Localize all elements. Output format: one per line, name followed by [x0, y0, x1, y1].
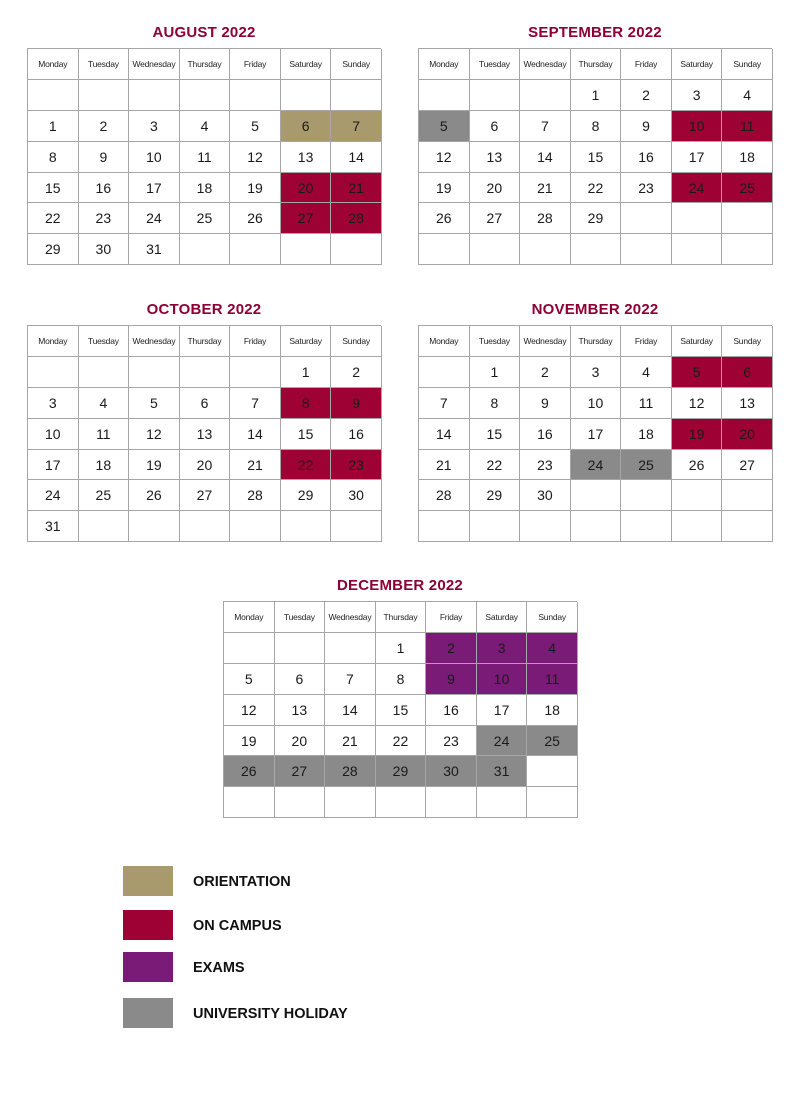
empty-cell [224, 787, 275, 818]
day-cell: 27 [722, 450, 773, 481]
day-cell: 23 [79, 203, 130, 234]
empty-cell [520, 234, 571, 265]
day-cell: 28 [230, 480, 281, 511]
calendar-september [418, 24, 772, 265]
month-grid [418, 48, 772, 265]
day-cell: 2 [331, 357, 382, 388]
empty-cell [79, 357, 130, 388]
day-cell: 4 [79, 388, 130, 419]
day-cell: 22 [281, 450, 332, 481]
day-cell: 24 [571, 450, 622, 481]
day-cell: 2 [621, 80, 672, 111]
day-cell: 9 [331, 388, 382, 419]
day-cell: 28 [325, 756, 376, 787]
day-cell: 16 [520, 419, 571, 450]
weekday-header: Saturday [281, 326, 332, 357]
weekday-header: Sunday [527, 602, 578, 633]
weekday-header: Monday [419, 326, 470, 357]
weekday-header: Monday [28, 326, 79, 357]
legend-swatch-on-campus [123, 910, 173, 940]
day-cell: 25 [621, 450, 672, 481]
month-grid [27, 325, 381, 542]
day-cell: 19 [419, 173, 470, 204]
day-cell: 18 [722, 142, 773, 173]
month-grid [223, 601, 577, 818]
empty-cell [275, 787, 326, 818]
weekday-header: Friday [621, 49, 672, 80]
day-cell: 8 [28, 142, 79, 173]
weekday-header: Wednesday [325, 602, 376, 633]
empty-cell [331, 80, 382, 111]
empty-cell [470, 511, 521, 542]
weekday-header: Tuesday [79, 326, 130, 357]
empty-cell [621, 480, 672, 511]
day-cell: 9 [621, 111, 672, 142]
day-cell: 21 [419, 450, 470, 481]
empty-cell [621, 234, 672, 265]
empty-cell [470, 80, 521, 111]
day-cell: 28 [419, 480, 470, 511]
day-cell: 21 [331, 173, 382, 204]
day-cell: 9 [520, 388, 571, 419]
day-cell: 15 [571, 142, 622, 173]
day-cell: 4 [180, 111, 231, 142]
weekday-header: Monday [419, 49, 470, 80]
day-cell: 17 [571, 419, 622, 450]
day-cell: 27 [275, 756, 326, 787]
day-cell: 17 [129, 173, 180, 204]
legend-item-exams [123, 952, 523, 982]
day-cell: 12 [129, 419, 180, 450]
empty-cell [281, 80, 332, 111]
empty-cell [230, 511, 281, 542]
weekday-header: Saturday [477, 602, 528, 633]
day-cell: 13 [470, 142, 521, 173]
legend-label: UNIVERSITY HOLIDAY [193, 1006, 348, 1022]
empty-cell [230, 234, 281, 265]
legend-label: EXAMS [193, 960, 245, 976]
calendar-november [418, 301, 772, 542]
empty-cell [527, 787, 578, 818]
day-cell: 24 [477, 726, 528, 757]
day-cell: 6 [722, 357, 773, 388]
day-cell: 17 [672, 142, 723, 173]
day-cell: 6 [180, 388, 231, 419]
day-cell: 26 [672, 450, 723, 481]
day-cell: 19 [129, 450, 180, 481]
day-cell: 24 [672, 173, 723, 204]
day-cell: 29 [571, 203, 622, 234]
weekday-header: Tuesday [470, 326, 521, 357]
day-cell: 23 [331, 450, 382, 481]
legend-swatch-orientation [123, 866, 173, 896]
day-cell: 11 [527, 664, 578, 695]
empty-cell [672, 203, 723, 234]
day-cell: 17 [477, 695, 528, 726]
day-cell: 25 [180, 203, 231, 234]
weekday-header: Sunday [331, 49, 382, 80]
empty-cell [28, 80, 79, 111]
empty-cell [571, 480, 622, 511]
weekday-header: Tuesday [79, 49, 130, 80]
day-cell: 8 [376, 664, 427, 695]
day-cell: 1 [28, 111, 79, 142]
legend-item-on-campus [123, 910, 523, 940]
weekday-header: Friday [426, 602, 477, 633]
weekday-header: Monday [28, 49, 79, 80]
weekday-header: Tuesday [470, 49, 521, 80]
empty-cell [180, 80, 231, 111]
empty-cell [129, 511, 180, 542]
empty-cell [180, 234, 231, 265]
day-cell: 31 [28, 511, 79, 542]
legend-label: ORIENTATION [193, 874, 291, 890]
weekday-header: Sunday [722, 49, 773, 80]
empty-cell [224, 633, 275, 664]
day-cell: 30 [79, 234, 130, 265]
weekday-header: Saturday [672, 49, 723, 80]
day-cell: 3 [672, 80, 723, 111]
day-cell: 14 [331, 142, 382, 173]
day-cell: 5 [224, 664, 275, 695]
calendar-december [223, 577, 577, 818]
weekday-header: Wednesday [520, 49, 571, 80]
day-cell: 8 [571, 111, 622, 142]
day-cell: 31 [129, 234, 180, 265]
day-cell: 13 [281, 142, 332, 173]
empty-cell [376, 787, 427, 818]
day-cell: 5 [129, 388, 180, 419]
day-cell: 9 [426, 664, 477, 695]
legend-label: ON CAMPUS [193, 918, 282, 934]
weekday-header: Monday [224, 602, 275, 633]
day-cell: 17 [28, 450, 79, 481]
day-cell: 11 [79, 419, 130, 450]
day-cell: 22 [470, 450, 521, 481]
weekday-header: Friday [230, 49, 281, 80]
day-cell: 23 [426, 726, 477, 757]
empty-cell [470, 234, 521, 265]
month-grid [27, 48, 381, 265]
empty-cell [722, 234, 773, 265]
day-cell: 20 [281, 173, 332, 204]
day-cell: 3 [477, 633, 528, 664]
day-cell: 7 [331, 111, 382, 142]
day-cell: 18 [79, 450, 130, 481]
empty-cell [331, 511, 382, 542]
empty-cell [79, 80, 130, 111]
empty-cell [722, 203, 773, 234]
day-cell: 25 [79, 480, 130, 511]
day-cell: 2 [79, 111, 130, 142]
day-cell: 12 [419, 142, 470, 173]
month-title: AUGUST 2022 [152, 24, 256, 41]
day-cell: 14 [419, 419, 470, 450]
day-cell: 18 [180, 173, 231, 204]
day-cell: 10 [28, 419, 79, 450]
weekday-header: Saturday [281, 49, 332, 80]
day-cell: 29 [376, 756, 427, 787]
month-title: NOVEMBER 2022 [531, 301, 659, 318]
day-cell: 10 [571, 388, 622, 419]
day-cell: 1 [376, 633, 427, 664]
empty-cell [419, 234, 470, 265]
empty-cell [672, 480, 723, 511]
day-cell: 18 [621, 419, 672, 450]
day-cell: 20 [722, 419, 773, 450]
weekday-header: Friday [621, 326, 672, 357]
day-cell: 11 [722, 111, 773, 142]
day-cell: 13 [275, 695, 326, 726]
empty-cell [672, 511, 723, 542]
day-cell: 7 [325, 664, 376, 695]
day-cell: 20 [470, 173, 521, 204]
day-cell: 2 [426, 633, 477, 664]
day-cell: 22 [28, 203, 79, 234]
day-cell: 26 [419, 203, 470, 234]
day-cell: 16 [79, 173, 130, 204]
weekday-header: Saturday [672, 326, 723, 357]
weekday-header: Thursday [180, 326, 231, 357]
day-cell: 19 [224, 726, 275, 757]
empty-cell [325, 633, 376, 664]
empty-cell [520, 80, 571, 111]
day-cell: 15 [28, 173, 79, 204]
empty-cell [281, 234, 332, 265]
weekday-header: Friday [230, 326, 281, 357]
weekday-header: Tuesday [275, 602, 326, 633]
day-cell: 5 [419, 111, 470, 142]
day-cell: 10 [129, 142, 180, 173]
day-cell: 20 [275, 726, 326, 757]
month-title: OCTOBER 2022 [146, 301, 262, 318]
empty-cell [426, 787, 477, 818]
empty-cell [722, 511, 773, 542]
day-cell: 31 [477, 756, 528, 787]
day-cell: 13 [180, 419, 231, 450]
empty-cell [722, 480, 773, 511]
empty-cell [331, 234, 382, 265]
day-cell: 19 [230, 173, 281, 204]
weekday-header: Thursday [376, 602, 427, 633]
day-cell: 4 [527, 633, 578, 664]
day-cell: 2 [520, 357, 571, 388]
empty-cell [79, 511, 130, 542]
day-cell: 21 [230, 450, 281, 481]
day-cell: 27 [180, 480, 231, 511]
legend-swatch-university-holiday [123, 998, 173, 1028]
month-title: DECEMBER 2022 [337, 577, 463, 594]
weekday-header: Sunday [722, 326, 773, 357]
day-cell: 11 [621, 388, 672, 419]
day-cell: 26 [230, 203, 281, 234]
weekday-header: Thursday [571, 49, 622, 80]
day-cell: 24 [129, 203, 180, 234]
empty-cell [527, 756, 578, 787]
legend-item-university-holiday [123, 998, 523, 1028]
day-cell: 26 [224, 756, 275, 787]
day-cell: 18 [527, 695, 578, 726]
empty-cell [129, 80, 180, 111]
empty-cell [621, 203, 672, 234]
day-cell: 23 [621, 173, 672, 204]
month-grid [418, 325, 772, 542]
day-cell: 3 [28, 388, 79, 419]
empty-cell [230, 357, 281, 388]
weekday-header: Thursday [180, 49, 231, 80]
day-cell: 14 [520, 142, 571, 173]
day-cell: 11 [180, 142, 231, 173]
day-cell: 20 [180, 450, 231, 481]
weekday-header: Wednesday [520, 326, 571, 357]
day-cell: 1 [571, 80, 622, 111]
empty-cell [419, 511, 470, 542]
day-cell: 10 [672, 111, 723, 142]
empty-cell [180, 511, 231, 542]
day-cell: 12 [224, 695, 275, 726]
day-cell: 6 [281, 111, 332, 142]
day-cell: 7 [520, 111, 571, 142]
day-cell: 12 [230, 142, 281, 173]
day-cell: 14 [230, 419, 281, 450]
empty-cell [28, 357, 79, 388]
empty-cell [520, 511, 571, 542]
day-cell: 6 [275, 664, 326, 695]
day-cell: 1 [470, 357, 521, 388]
day-cell: 15 [376, 695, 427, 726]
empty-cell [230, 80, 281, 111]
day-cell: 7 [419, 388, 470, 419]
weekday-header: Thursday [571, 326, 622, 357]
day-cell: 28 [520, 203, 571, 234]
weekday-header: Wednesday [129, 326, 180, 357]
day-cell: 29 [28, 234, 79, 265]
day-cell: 15 [281, 419, 332, 450]
legend-item-orientation [123, 866, 523, 896]
day-cell: 7 [230, 388, 281, 419]
day-cell: 10 [477, 664, 528, 695]
day-cell: 5 [230, 111, 281, 142]
day-cell: 9 [79, 142, 130, 173]
weekday-header: Wednesday [129, 49, 180, 80]
day-cell: 22 [571, 173, 622, 204]
day-cell: 21 [520, 173, 571, 204]
day-cell: 14 [325, 695, 376, 726]
day-cell: 6 [470, 111, 521, 142]
day-cell: 15 [470, 419, 521, 450]
empty-cell [281, 511, 332, 542]
day-cell: 23 [520, 450, 571, 481]
day-cell: 16 [331, 419, 382, 450]
day-cell: 29 [281, 480, 332, 511]
day-cell: 30 [520, 480, 571, 511]
empty-cell [621, 511, 672, 542]
empty-cell [672, 234, 723, 265]
day-cell: 13 [722, 388, 773, 419]
day-cell: 28 [331, 203, 382, 234]
day-cell: 4 [621, 357, 672, 388]
empty-cell [477, 787, 528, 818]
day-cell: 19 [672, 419, 723, 450]
day-cell: 16 [621, 142, 672, 173]
day-cell: 8 [281, 388, 332, 419]
day-cell: 24 [28, 480, 79, 511]
day-cell: 27 [470, 203, 521, 234]
day-cell: 22 [376, 726, 427, 757]
day-cell: 25 [722, 173, 773, 204]
day-cell: 27 [281, 203, 332, 234]
empty-cell [275, 633, 326, 664]
calendar-october [27, 301, 381, 542]
calendar-august [27, 24, 381, 265]
empty-cell [419, 357, 470, 388]
day-cell: 12 [672, 388, 723, 419]
day-cell: 3 [129, 111, 180, 142]
day-cell: 29 [470, 480, 521, 511]
legend-swatch-exams [123, 952, 173, 982]
day-cell: 8 [470, 388, 521, 419]
day-cell: 16 [426, 695, 477, 726]
day-cell: 25 [527, 726, 578, 757]
empty-cell [571, 511, 622, 542]
day-cell: 5 [672, 357, 723, 388]
day-cell: 4 [722, 80, 773, 111]
day-cell: 1 [281, 357, 332, 388]
empty-cell [180, 357, 231, 388]
empty-cell [419, 80, 470, 111]
empty-cell [571, 234, 622, 265]
day-cell: 30 [331, 480, 382, 511]
empty-cell [129, 357, 180, 388]
empty-cell [325, 787, 376, 818]
month-title: SEPTEMBER 2022 [528, 24, 662, 41]
day-cell: 21 [325, 726, 376, 757]
weekday-header: Sunday [331, 326, 382, 357]
day-cell: 26 [129, 480, 180, 511]
day-cell: 3 [571, 357, 622, 388]
day-cell: 30 [426, 756, 477, 787]
